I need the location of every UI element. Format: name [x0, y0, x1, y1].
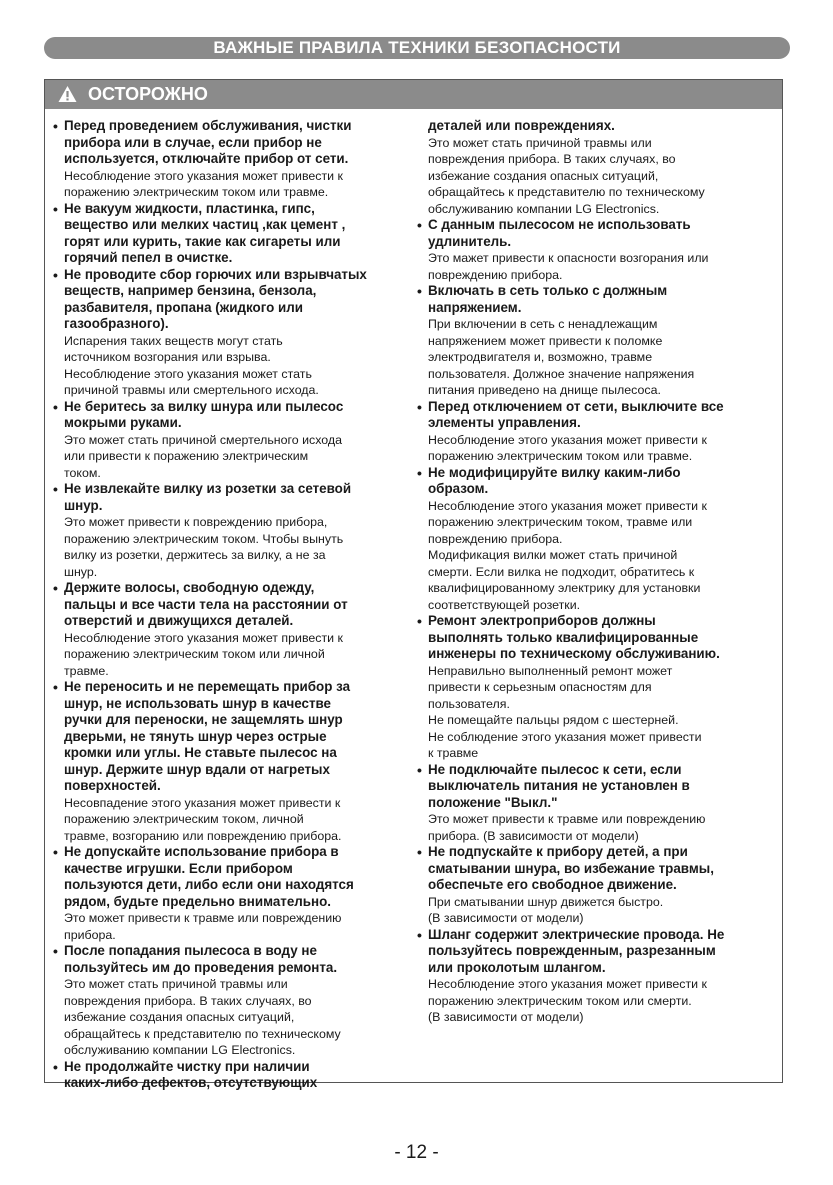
- item-text: Несоблюдение этого указания может привести к поражению электрическим током или личной травме.: [64, 630, 343, 678]
- list-item: [53, 267, 398, 399]
- item-heading: деталей или повреждениях.: [428, 118, 615, 133]
- item-heading: Не продолжайте чистку при наличии каких-либо дефектов, отсутствующих: [64, 1058, 318, 1090]
- list-item: [417, 927, 772, 1026]
- bullet: •: [53, 844, 58, 860]
- list-item: [417, 613, 772, 762]
- list-item: [53, 679, 398, 844]
- item-heading: Держите волосы, свободную одежду, пальцы и все части тела на расстоянии от отверстий и движущихся деталей.: [64, 580, 348, 628]
- list-item: [53, 118, 398, 201]
- item-heading: Не беритесь за вилку шнура или пылесос мокрыми руками.: [64, 398, 344, 430]
- item-heading: Перед отключением от сети, выключите все элементы управления.: [428, 398, 724, 430]
- item-text: Несоблюдение этого указания может привести к поражению электрическим током или травме.: [64, 168, 343, 199]
- item-heading: Не модифицируйте вилку каким-либо образом.: [428, 464, 681, 496]
- list-item: [417, 217, 772, 283]
- bullet: •: [53, 481, 58, 497]
- item-text: Испарения таких веществ могут стать источником возгорания или взрыва. Несоблюдение этого указания может стать причиной травмы или смертельного исхода.: [64, 333, 319, 397]
- bullet: •: [417, 761, 422, 778]
- list-item: [53, 580, 398, 679]
- item-heading: Перед проведением обслуживания, чистки прибора или в случае, если прибор не используется, отключайте прибор от сети.: [64, 118, 352, 166]
- list-item: [417, 844, 772, 927]
- bullet: •: [417, 283, 422, 299]
- page-title: ВАЖНЫЕ ПРАВИЛА ТЕХНИКИ БЕЗОПАСНОСТИ: [213, 38, 621, 57]
- item-text: Это может стать причиной травмы или повреждения прибора. В таких случаях, во избежание создания опасных ситуаций, обращайтесь к представителю по техническому обслуживанию компании LG Electronics.: [428, 135, 705, 216]
- page-title-bar: [44, 37, 790, 59]
- item-text: Несовпадение этого указания может привести к поражению электрическим током, личной травме, возгоранию или повреждению прибора.: [64, 795, 342, 843]
- item-heading: Не вакуум жидкости, пластинка, гипс, вещество или мелких частиц ,как цемент , горят или курить, такие как сигареты или горячий пепел в очистке.: [64, 200, 346, 265]
- list-item: [53, 943, 398, 1059]
- bullet: •: [417, 844, 422, 860]
- list-item: [53, 201, 398, 267]
- item-heading: После попадания пылесоса в воду не пользуйтесь им до проведения ремонта.: [64, 943, 338, 975]
- item-text: Это может стать причиной смертельного исхода или привести к поражению электрическим током.: [64, 432, 343, 480]
- list-item: [417, 465, 772, 614]
- left-column: [53, 118, 398, 1092]
- item-heading: Включать в сеть только с должным напряжением.: [428, 283, 668, 315]
- bullet: •: [53, 118, 58, 134]
- bullet: •: [53, 1058, 58, 1075]
- item-text: Несоблюдение этого указания может привести к поражению электрическим током, травме или повреждению прибора. Модификация вилки может стать причиной смерти. Если вилка не подходит, обратитесь к квалифицированному электрику для установки соответствующей розетки.: [428, 498, 707, 612]
- bullet: •: [53, 200, 58, 217]
- item-heading: Ремонт электроприборов должны выполнять только квалифицированные инженеры по техническому обслуживанию.: [428, 613, 720, 661]
- item-heading: Не допускайте использование прибора в качестве игрушки. Если прибором пользуются дети, либо если они находятся рядом, будьте предельно внимательно.: [64, 844, 354, 909]
- caution-title: ОСТОРОЖНО: [88, 84, 208, 104]
- right-column: [417, 118, 772, 1026]
- bullet: •: [53, 266, 58, 283]
- bullet: •: [53, 679, 58, 695]
- bullet: •: [53, 398, 58, 415]
- item-text: Неправильно выполненный ремонт может привести к серьезным опасностям для пользователя. Не помещайте пальцы рядом с шестерней. Не соблюдение этого указания может привести к травме: [428, 663, 702, 760]
- item-text: Это может привести к повреждению прибора, поражению электрическим током. Чтобы вынуть вилку из розетки, держитесь за вилку, а не за шнур.: [64, 515, 344, 579]
- bullet: •: [417, 398, 422, 415]
- bullet: •: [417, 926, 422, 943]
- item-text: При сматывании шнур движется быстро. (В зависимости от модели): [428, 894, 664, 925]
- item-heading: Шланг содержит электрические провода. Не пользуйтесь поврежденным, разрезанным или проколотым шлангом.: [428, 926, 725, 975]
- item-text: Это мажет привести к опасности возгорания или повреждению прибора.: [428, 251, 709, 282]
- item-text: Несоблюдение этого указания может привести к поражению электрическим током или смерти. (В зависимости от модели): [428, 977, 707, 1024]
- item-text: Несоблюдение этого указания может привести к поражению электрическим током или травме.: [428, 432, 707, 463]
- item-heading: Не подпускайте к прибору детей, а при сматывании шнура, во избежание травмы, обеспечьте его свободное движение.: [428, 844, 714, 892]
- item-heading: Не извлекайте вилку из розетки за сетевой шнур.: [64, 481, 352, 513]
- item-text: При включении в сеть с ненадлежащим напряжением может привести к поломке электродвигателя и, возможно, травме пользователя. Должное значение напряжения питания приведено на днище пылесоса.: [428, 317, 695, 397]
- page-number: - 12 -: [394, 1142, 439, 1163]
- list-item: [53, 1059, 398, 1092]
- item-text: Это может привести к травме или повреждению прибора.: [64, 911, 342, 942]
- bullet: •: [417, 613, 422, 629]
- list-item: [53, 399, 398, 482]
- bullet: •: [417, 464, 422, 481]
- list-item: [417, 762, 772, 845]
- list-item: [417, 283, 772, 399]
- bullet: •: [417, 217, 422, 233]
- list-item: [53, 481, 398, 580]
- list-item-continued: [417, 118, 772, 217]
- caution-header: [45, 80, 782, 109]
- item-heading: Не подключайте пылесос к сети, если выключатель питания не установлен в положение "Выкл.": [428, 761, 690, 810]
- item-text: Это может стать причиной травмы или повреждения прибора. В таких случаях, во избежание создания опасных ситуаций, обращайтесь к представителю по техническому обслуживанию компании LG Electronics.: [64, 977, 341, 1057]
- item-text: Это может привести к травме или повреждению прибора. (В зависимости от модели): [428, 812, 706, 843]
- item-heading: С данным пылесосом не использовать удлинитель.: [428, 217, 691, 249]
- list-item: [417, 399, 772, 465]
- caution-panel: [44, 79, 783, 1090]
- list-item: [53, 844, 398, 943]
- warning-triangle-icon: [58, 85, 77, 103]
- bullet: •: [53, 580, 58, 596]
- item-heading: Не переносить и не перемещать прибор за шнур, не использовать шнур в качестве ручки для переноски, не защемлять шнур дверьми, не тянуть шнур через острые кромки или углы. Не ставьте пылесос на шнур. Держите шнур вдали от нагретых поверхностей.: [64, 679, 351, 793]
- item-heading: Не проводите сбор горючих или взрывчатых веществ, например бензина, бензола, разбавителя, пропана (жидкого или газообразного).: [64, 266, 367, 331]
- bullet: •: [53, 943, 58, 959]
